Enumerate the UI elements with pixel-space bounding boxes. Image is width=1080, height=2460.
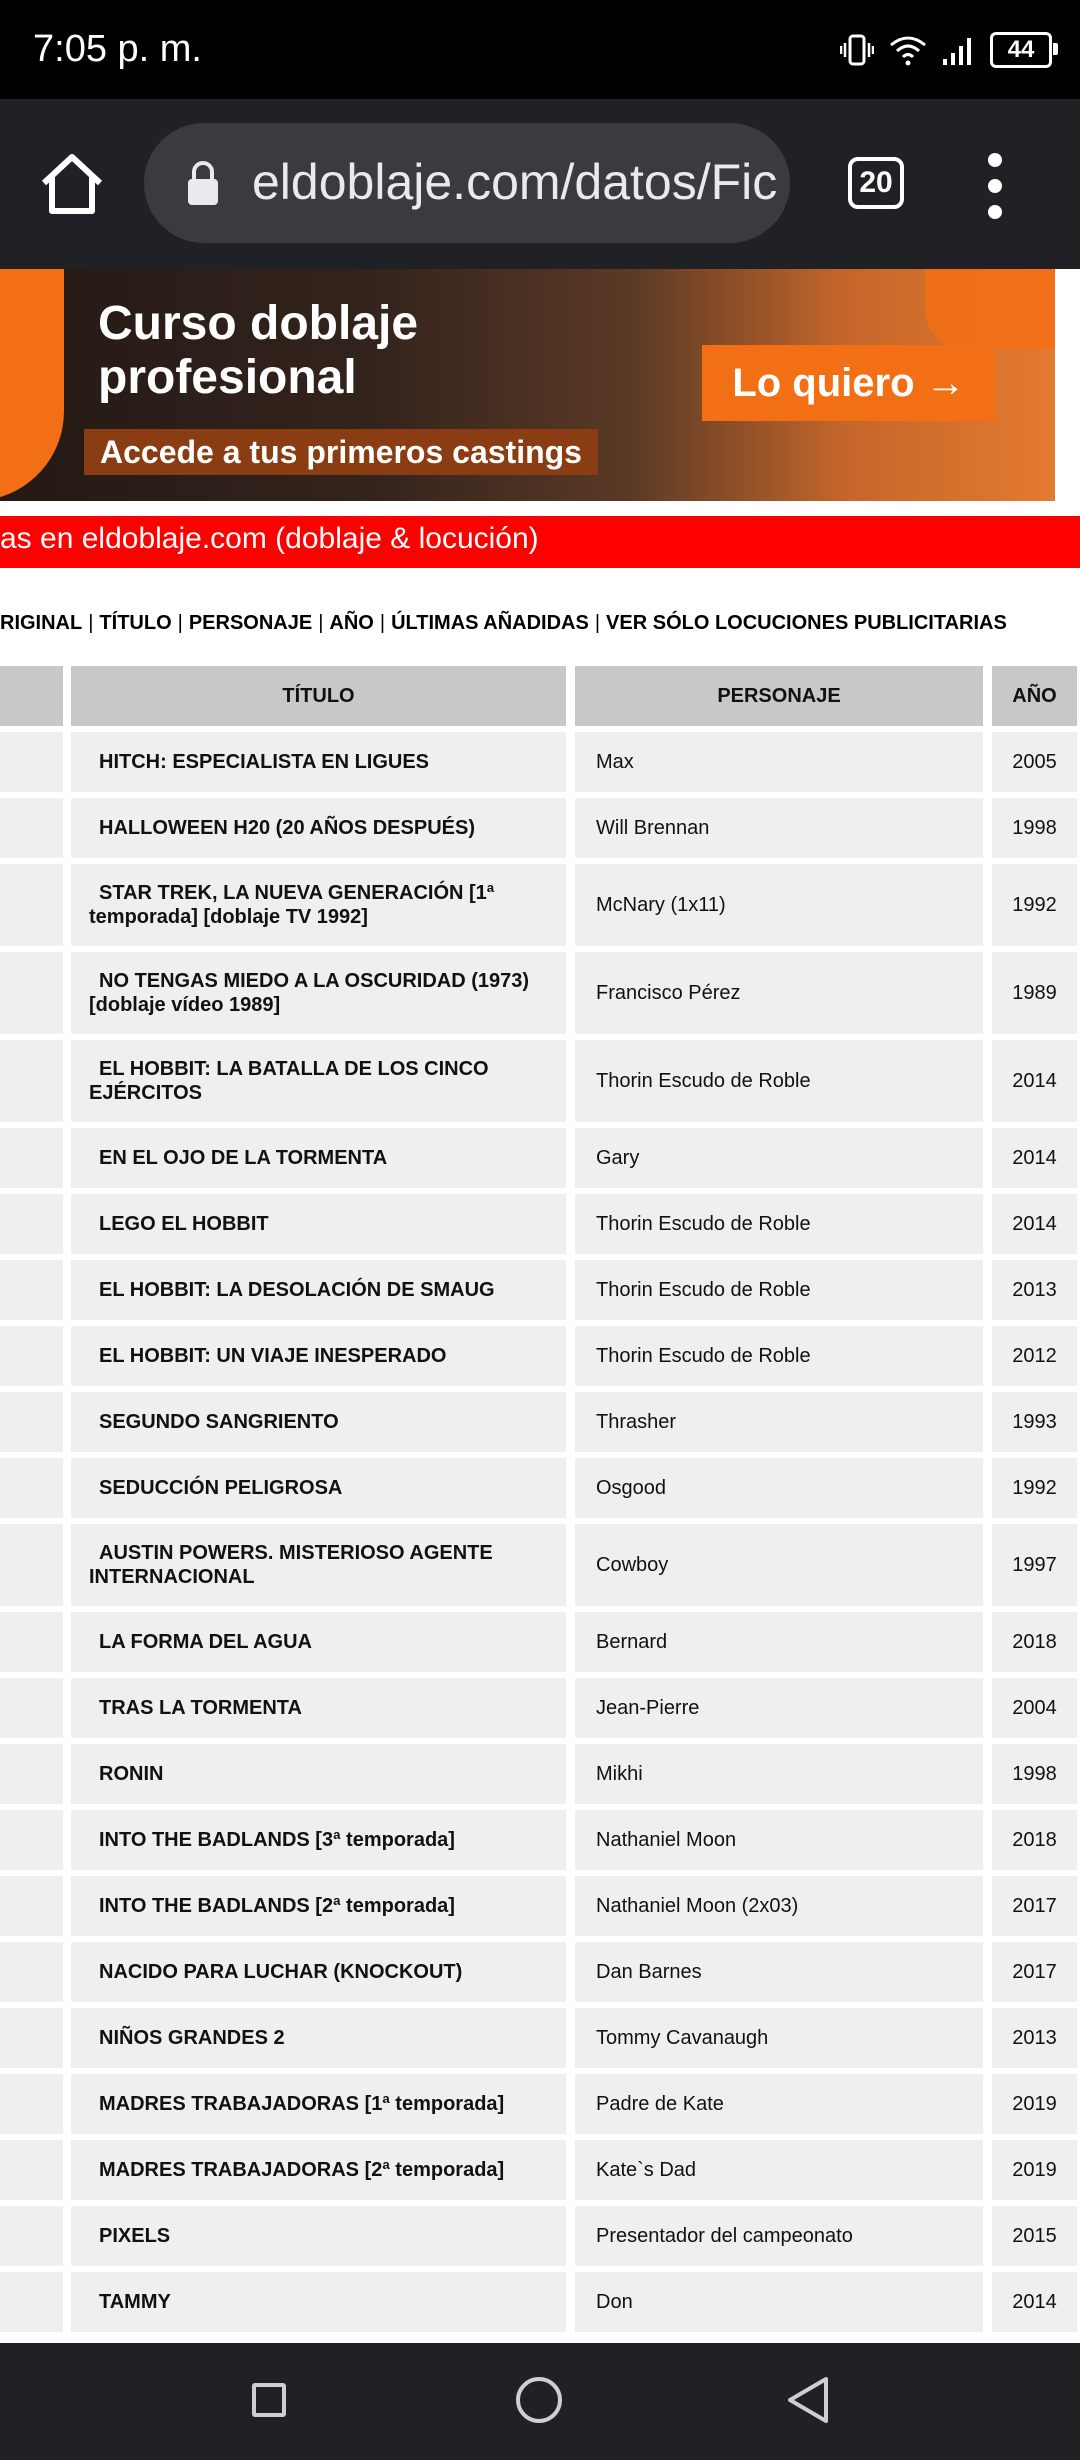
row-personaje: Padre de Kate [575,2074,983,2134]
sort-separator: | [318,612,324,634]
banner-title: Curso doblaje profesional [98,297,419,404]
status-icons [840,28,1052,72]
row-titulo[interactable] [71,1678,566,1738]
row-anio: 1998 [992,798,1077,858]
row-titulo[interactable] [71,1128,566,1188]
table-row [0,1040,1080,1122]
table-row [0,1524,1080,1606]
row-anio: 2018 [992,1612,1077,1672]
row-cell-hidden [0,2008,63,2068]
home-icon[interactable] [38,149,106,217]
row-personaje: Kate`s Dad [575,2140,983,2200]
row-titulo-link[interactable]: NACIDO PARA LUCHAR (KNOCKOUT) [99,1961,463,1983]
row-cell-hidden [0,1612,63,1672]
row-anio: 2013 [992,1260,1077,1320]
status-bar [0,0,1080,99]
row-titulo[interactable] [71,798,566,858]
table-row [0,864,1080,946]
section-header [0,516,1080,568]
banner-accent-shape [0,269,64,501]
home-nav-icon[interactable] [516,2377,562,2423]
row-personaje: Nathaniel Moon [575,1810,983,1870]
row-titulo-link[interactable]: NIÑOS GRANDES 2 [99,2027,285,2049]
banner-accent-shape-right [925,269,1055,349]
row-titulo-link[interactable]: MADRES TRABAJADORAS [1ª temporada] [99,2093,505,2115]
row-titulo[interactable] [71,1194,566,1254]
row-cell-hidden [0,1942,63,2002]
battery-level: 44 [1007,36,1035,63]
row-titulo[interactable] [71,2140,566,2200]
row-personaje: Jean-Pierre [575,1678,983,1738]
url-text: eldoblaje.com/datos/Fic [252,154,778,210]
row-titulo-link[interactable]: RONIN [99,1763,164,1785]
table-row [0,1612,1080,1672]
row-titulo[interactable] [71,1744,566,1804]
table-row [0,1392,1080,1452]
row-personaje: Max [575,732,983,792]
lock-icon [186,159,220,207]
header-titulo[interactable]: TÍTULO [71,666,566,726]
row-personaje: Osgood [575,1458,983,1518]
row-cell-hidden [0,1744,63,1804]
browser-toolbar [0,99,1080,269]
row-personaje: Gary [575,1128,983,1188]
sort-nav [0,612,1007,635]
row-anio: 1992 [992,1458,1077,1518]
row-personaje: Thorin Escudo de Roble [575,1326,983,1386]
row-titulo-link[interactable]: STAR TREK, LA NUEVA GENERACIÓN [1ª temporada] [doblaje TV 1992] [89,882,495,928]
row-personaje: Nathaniel Moon (2x03) [575,1876,983,1936]
row-cell-hidden [0,1040,63,1122]
wifi-icon [888,33,928,67]
table-row [0,1942,1080,2002]
sort-link-locuciones[interactable]: VER SÓLO LOCUCIONES PUBLICITARIAS [606,612,1007,634]
row-titulo[interactable] [71,2206,566,2266]
row-personaje: Thorin Escudo de Roble [575,1040,983,1122]
sort-link-personaje[interactable]: PERSONAJE [188,612,313,634]
row-anio: 2014 [992,1040,1077,1122]
row-anio: 2012 [992,1326,1077,1386]
row-personaje: Presentador del campeonato [575,2206,983,2266]
sort-separator: | [379,612,386,634]
row-cell-hidden [0,1326,63,1386]
section-header-text: as en eldoblaje.com (doblaje & locución) [0,522,539,555]
signal-icon [942,33,976,67]
table-row [0,2206,1080,2266]
table-row [0,2140,1080,2200]
header-cell-hidden [0,666,63,726]
row-cell-hidden [0,1810,63,1870]
row-titulo-link[interactable]: EN EL OJO DE LA TORMENTA [99,1147,388,1169]
table-row [0,2272,1080,2332]
row-titulo-link[interactable]: HITCH: ESPECIALISTA EN LIGUES [99,751,430,773]
table-row [0,1876,1080,1936]
table-row [0,2074,1080,2134]
row-personaje: Dan Barnes [575,1942,983,2002]
sort-separator: | [594,612,601,634]
row-titulo[interactable] [71,1326,566,1386]
row-cell-hidden [0,2074,63,2134]
row-titulo-link[interactable]: SEDUCCIÓN PELIGROSA [99,1477,343,1499]
row-anio: 2004 [992,1678,1077,1738]
row-personaje: Mikhi [575,1744,983,1804]
row-titulo[interactable] [71,864,566,946]
row-titulo[interactable] [71,1458,566,1518]
row-cell-hidden [0,2206,63,2266]
row-titulo[interactable] [71,1810,566,1870]
header-anio[interactable]: AÑO [992,666,1077,726]
row-titulo[interactable] [71,1260,566,1320]
row-anio: 1998 [992,1744,1077,1804]
row-cell-hidden [0,952,63,1034]
row-titulo-link[interactable]: TAMMY [99,2291,171,2313]
row-personaje: Thorin Escudo de Roble [575,1260,983,1320]
row-cell-hidden [0,2272,63,2332]
row-titulo[interactable] [71,1040,566,1122]
row-cell-hidden [0,864,63,946]
promo-banner[interactable] [0,269,1055,501]
row-titulo[interactable] [71,2008,566,2068]
row-anio: 2014 [992,1128,1077,1188]
row-titulo[interactable] [71,732,566,792]
table-row [0,1678,1080,1738]
row-personaje: Don [575,2272,983,2332]
table-row [0,1128,1080,1188]
tab-count: 20 [859,166,893,199]
row-titulo[interactable] [71,1612,566,1672]
row-titulo[interactable] [71,1876,566,1936]
system-nav-bar [0,2343,1080,2460]
table-row [0,798,1080,858]
sort-link-original[interactable]: RIGINAL [0,612,83,634]
row-titulo[interactable] [71,2074,566,2134]
row-anio: 2005 [992,732,1077,792]
sort-separator: | [177,612,183,634]
row-cell-hidden [0,1260,63,1320]
row-cell-hidden [0,1392,63,1452]
sort-link-anio[interactable]: AÑO [329,612,374,634]
banner-subtitle: Accede a tus primeros castings [84,429,598,475]
row-titulo[interactable] [71,1942,566,2002]
table-row [0,1458,1080,1518]
row-cell-hidden [0,1678,63,1738]
row-anio: 1997 [992,1524,1077,1606]
table-row [0,732,1080,792]
sort-separator: | [88,612,94,634]
banner-cta-button[interactable]: Lo quiero → [702,345,996,421]
row-anio: 2015 [992,2206,1077,2266]
row-titulo-link[interactable]: HALLOWEEN H20 (20 AÑOS DESPUÉS) [99,817,475,839]
row-cell-hidden [0,1524,63,1606]
table-header-row [0,666,1080,726]
row-cell-hidden [0,1876,63,1936]
row-anio: 2014 [992,1194,1077,1254]
header-personaje[interactable]: PERSONAJE [575,666,983,726]
row-titulo-link[interactable]: PIXELS [99,2225,171,2247]
row-personaje: Francisco Pérez [575,952,983,1034]
table-row [0,952,1080,1034]
row-titulo-link[interactable]: NO TENGAS MIEDO A LA OSCURIDAD (1973) [doblaje vídeo 1989] [89,970,530,1016]
row-titulo-link[interactable]: LA FORMA DEL AGUA [99,1631,312,1653]
row-titulo-link[interactable]: SEGUNDO SANGRIENTO [99,1411,339,1433]
table-row [0,1260,1080,1320]
row-cell-hidden [0,1194,63,1254]
battery-icon [990,32,1052,68]
row-titulo[interactable] [71,2272,566,2332]
sort-link-ultimas[interactable]: ÚLTIMAS AÑADIDAS [391,612,589,634]
row-titulo[interactable] [71,1392,566,1452]
row-anio: 2014 [992,2272,1077,2332]
sort-link-titulo[interactable]: TÍTULO [99,612,172,634]
row-personaje: Will Brennan [575,798,983,858]
row-anio: 1993 [992,1392,1077,1452]
address-bar[interactable] [144,123,790,243]
row-cell-hidden [0,1128,63,1188]
row-titulo-link[interactable]: LEGO EL HOBBIT [99,1213,269,1235]
status-time: 7:05 p. m. [33,28,202,70]
table-row [0,1326,1080,1386]
row-titulo[interactable] [71,952,566,1034]
row-anio: 2017 [992,1942,1077,2002]
row-personaje: Thrasher [575,1392,983,1452]
recents-icon[interactable] [252,2383,286,2417]
row-titulo-link[interactable]: EL HOBBIT: LA DESOLACIÓN DE SMAUG [99,1279,495,1301]
back-icon[interactable] [784,2375,832,2425]
row-anio: 1992 [992,864,1077,946]
row-personaje: Thorin Escudo de Roble [575,1194,983,1254]
table-row [0,1810,1080,1870]
row-personaje: Cowboy [575,1524,983,1606]
row-cell-hidden [0,798,63,858]
row-titulo-link[interactable]: EL HOBBIT: LA BATALLA DE LOS CINCO EJÉRCITOS [89,1058,489,1104]
row-anio: 2017 [992,1876,1077,1936]
row-titulo-link[interactable]: INTO THE BADLANDS [2ª temporada] [99,1895,455,1917]
row-titulo-link[interactable]: INTO THE BADLANDS [3ª temporada] [99,1829,455,1851]
row-cell-hidden [0,732,63,792]
row-titulo[interactable] [71,1524,566,1606]
row-anio: 2019 [992,2074,1077,2134]
vibrate-icon [840,33,874,67]
row-anio: 1989 [992,952,1077,1034]
row-anio: 2018 [992,1810,1077,1870]
row-cell-hidden [0,1458,63,1518]
row-anio: 2019 [992,2140,1077,2200]
row-titulo-link[interactable]: AUSTIN POWERS. MISTERIOSO AGENTE INTERNACIONAL [89,1542,493,1588]
table-row [0,1744,1080,1804]
table-row [0,2008,1080,2068]
row-personaje: Bernard [575,1612,983,1672]
table-row [0,1194,1080,1254]
row-anio: 2013 [992,2008,1077,2068]
tab-switcher-button[interactable] [848,157,904,209]
row-titulo-link[interactable]: TRAS LA TORMENTA [99,1697,302,1719]
browser-menu-icon[interactable] [980,153,1010,219]
row-personaje: McNary (1x11) [575,864,983,946]
row-titulo-link[interactable]: MADRES TRABAJADORAS [2ª temporada] [99,2159,505,2181]
row-titulo-link[interactable]: EL HOBBIT: UN VIAJE INESPERADO [99,1345,447,1367]
row-personaje: Tommy Cavanaugh [575,2008,983,2068]
row-cell-hidden [0,2140,63,2200]
